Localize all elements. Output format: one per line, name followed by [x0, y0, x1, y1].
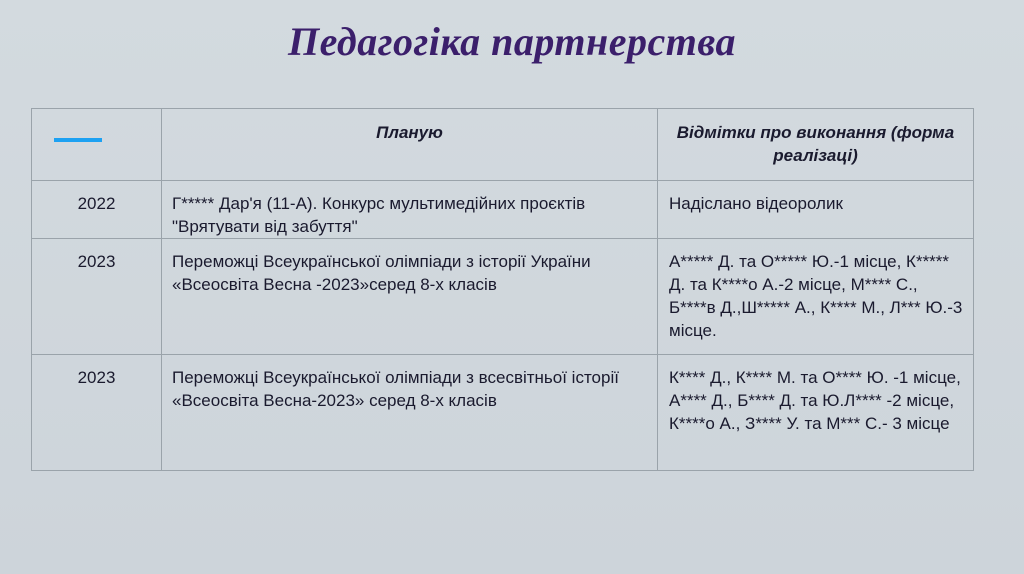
row-year: 2022	[32, 181, 162, 239]
table-row	[32, 239, 974, 355]
row-year: 2023	[32, 239, 162, 355]
row-year: 2023	[32, 355, 162, 471]
plan-table	[31, 108, 974, 471]
table-header-row	[32, 109, 974, 181]
row-result: Надіслано відеоролик	[658, 181, 974, 239]
header-plan: Планую	[162, 109, 658, 181]
header-results: Відмітки про виконання (форма реалізаці)	[658, 109, 974, 181]
table-row	[32, 355, 974, 471]
accent-dash	[54, 138, 102, 142]
row-plan: Переможці Всеукраїнської олімпіади з історії України «Всеосвіта Весна -2023»серед 8-х класів	[162, 239, 658, 355]
row-result: А***** Д. та О***** Ю.-1 місце, К***** Д. та К****о А.-2 місце, М**** С., Б****в Д.,Ш***** А., К**** М., Л*** Ю.-3 місце.	[658, 239, 974, 355]
page-title: Педагогіка партнерства	[288, 19, 736, 64]
row-plan: Г***** Дар'я (11-А). Конкурс мультимедійних проєктів "Врятувати від забуття"	[162, 181, 658, 239]
header-marker-cell	[32, 109, 162, 181]
row-result: К**** Д., К**** М. та О**** Ю. -1 місце, А**** Д., Б**** Д. та Ю.Л**** -2 місце, К****о А., З**** У. та М*** С.- 3 місце	[658, 355, 974, 471]
row-plan: Переможці Всеукраїнської олімпіади з всесвітньої історії «Всеосвіта Весна-2023» серед 8-х класів	[162, 355, 658, 471]
table-row	[32, 181, 974, 239]
